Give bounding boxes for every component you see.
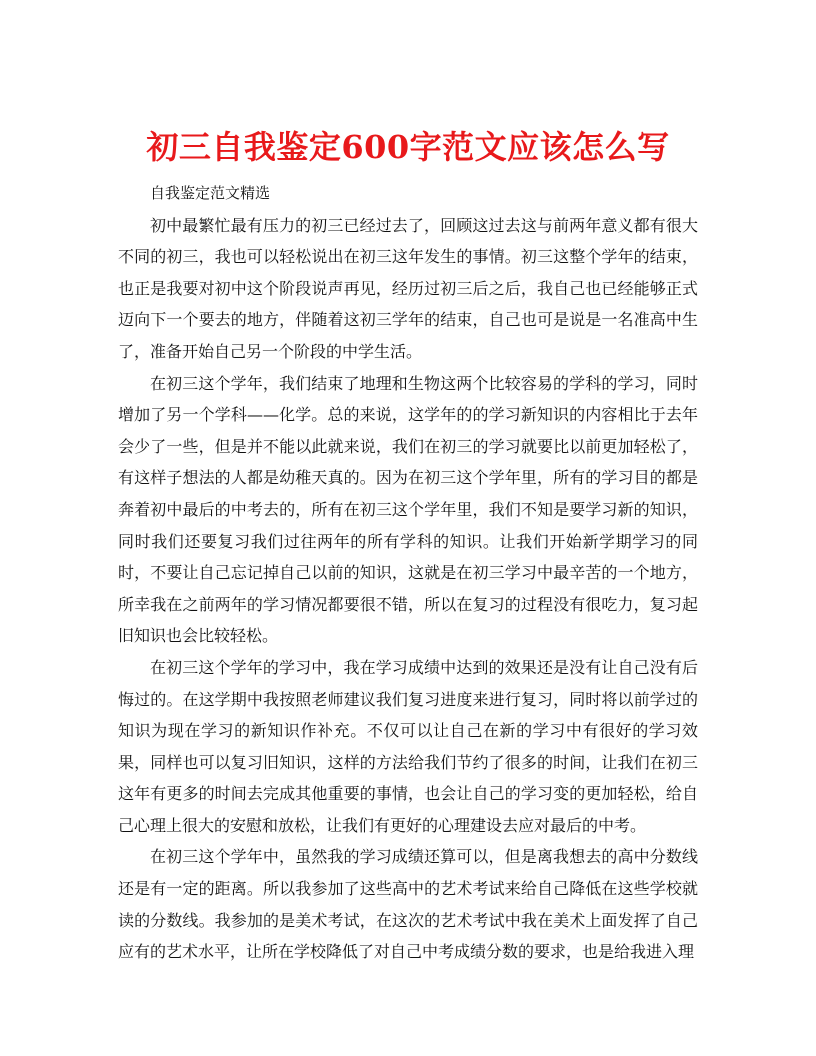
document-subtitle: 自我鉴定范文精选 bbox=[150, 184, 271, 202]
document-title: 初三自我鉴定600字范文应该怎么写 bbox=[146, 128, 670, 167]
paragraph-3: 在初三这个学年的学习中，我在学习成绩中达到的效果还是没有让自己没有后悔过的。在这学期中我按照老师建议我们复习进度来进行复习，同时将以前学过的知识为现在学习的新知识作补充。不仅可以让自己在新的学习中有很好的学习效果，同样也可以复习旧知识，这样的方法给我们节约了很多的时间，让我们在初三这年有更多的时间去完成其他重要的事情，也会让自己的学习变的更加轻松，给自己心理上很大的安慰和放松，让我们有更好的心理建设去应对最后的中考。 bbox=[118, 657, 698, 835]
paragraph-2: 在初三这个学年，我们结束了地理和生物这两个比较容易的学科的学习，同时增加了另一个学科——化学。总的来说，这学年的的学习新知识的内容相比于去年会少了一些，但是并不能以此就来说，我们在初三的学习就要比以前更加轻松了，有这样子想法的人都是幼稚天真的。因为在初三这个学年里，所有的学习目的都是奔着初中最后的中考去的，所有在初三这个学年里，我们不知是要学习新的知识，同时我们还要复习我们过往两年的所有学科的知识。让我们开始新学期学习的同时，不要让自己忘记掉自己以前的知识，这就是在初三学习中最辛苦的一个地方，所幸我在之前两年的学习情况都要很不错，所以在复习的过程没有很吃力，复习起旧知识也会比较轻松。 bbox=[118, 373, 698, 646]
paragraph-1: 初中最繁忙最有压力的初三已经过去了，回顾这过去这与前两年意义都有很大不同的初三，我也可以轻松说出在初三这年发生的事情。初三这整个学年的结束，也正是我要对初中这个阶段说声再见，经历过初三后之后，我自己也已经能够正式迈向下一个要去的地方，伴随着这初三学年的结束，自己也可是说是一名准高中生了，准备开始自己另一个阶段的中学生活。 bbox=[118, 215, 698, 361]
document-body bbox=[118, 178, 698, 968]
paragraph-4: 在初三这个学年中，虽然我的学习成绩还算可以，但是离我想去的高中分数线还是有一定的距离。所以我参加了这些高中的艺术考试来给自己降低在这些学校就读的分数线。我参加的是美术考试，在这次的艺术考试中我在美术上面发挥了自己应有的艺术水平，让所在学校降低了对自己中考成绩分数的要求，也是给我进入理 bbox=[118, 847, 698, 962]
